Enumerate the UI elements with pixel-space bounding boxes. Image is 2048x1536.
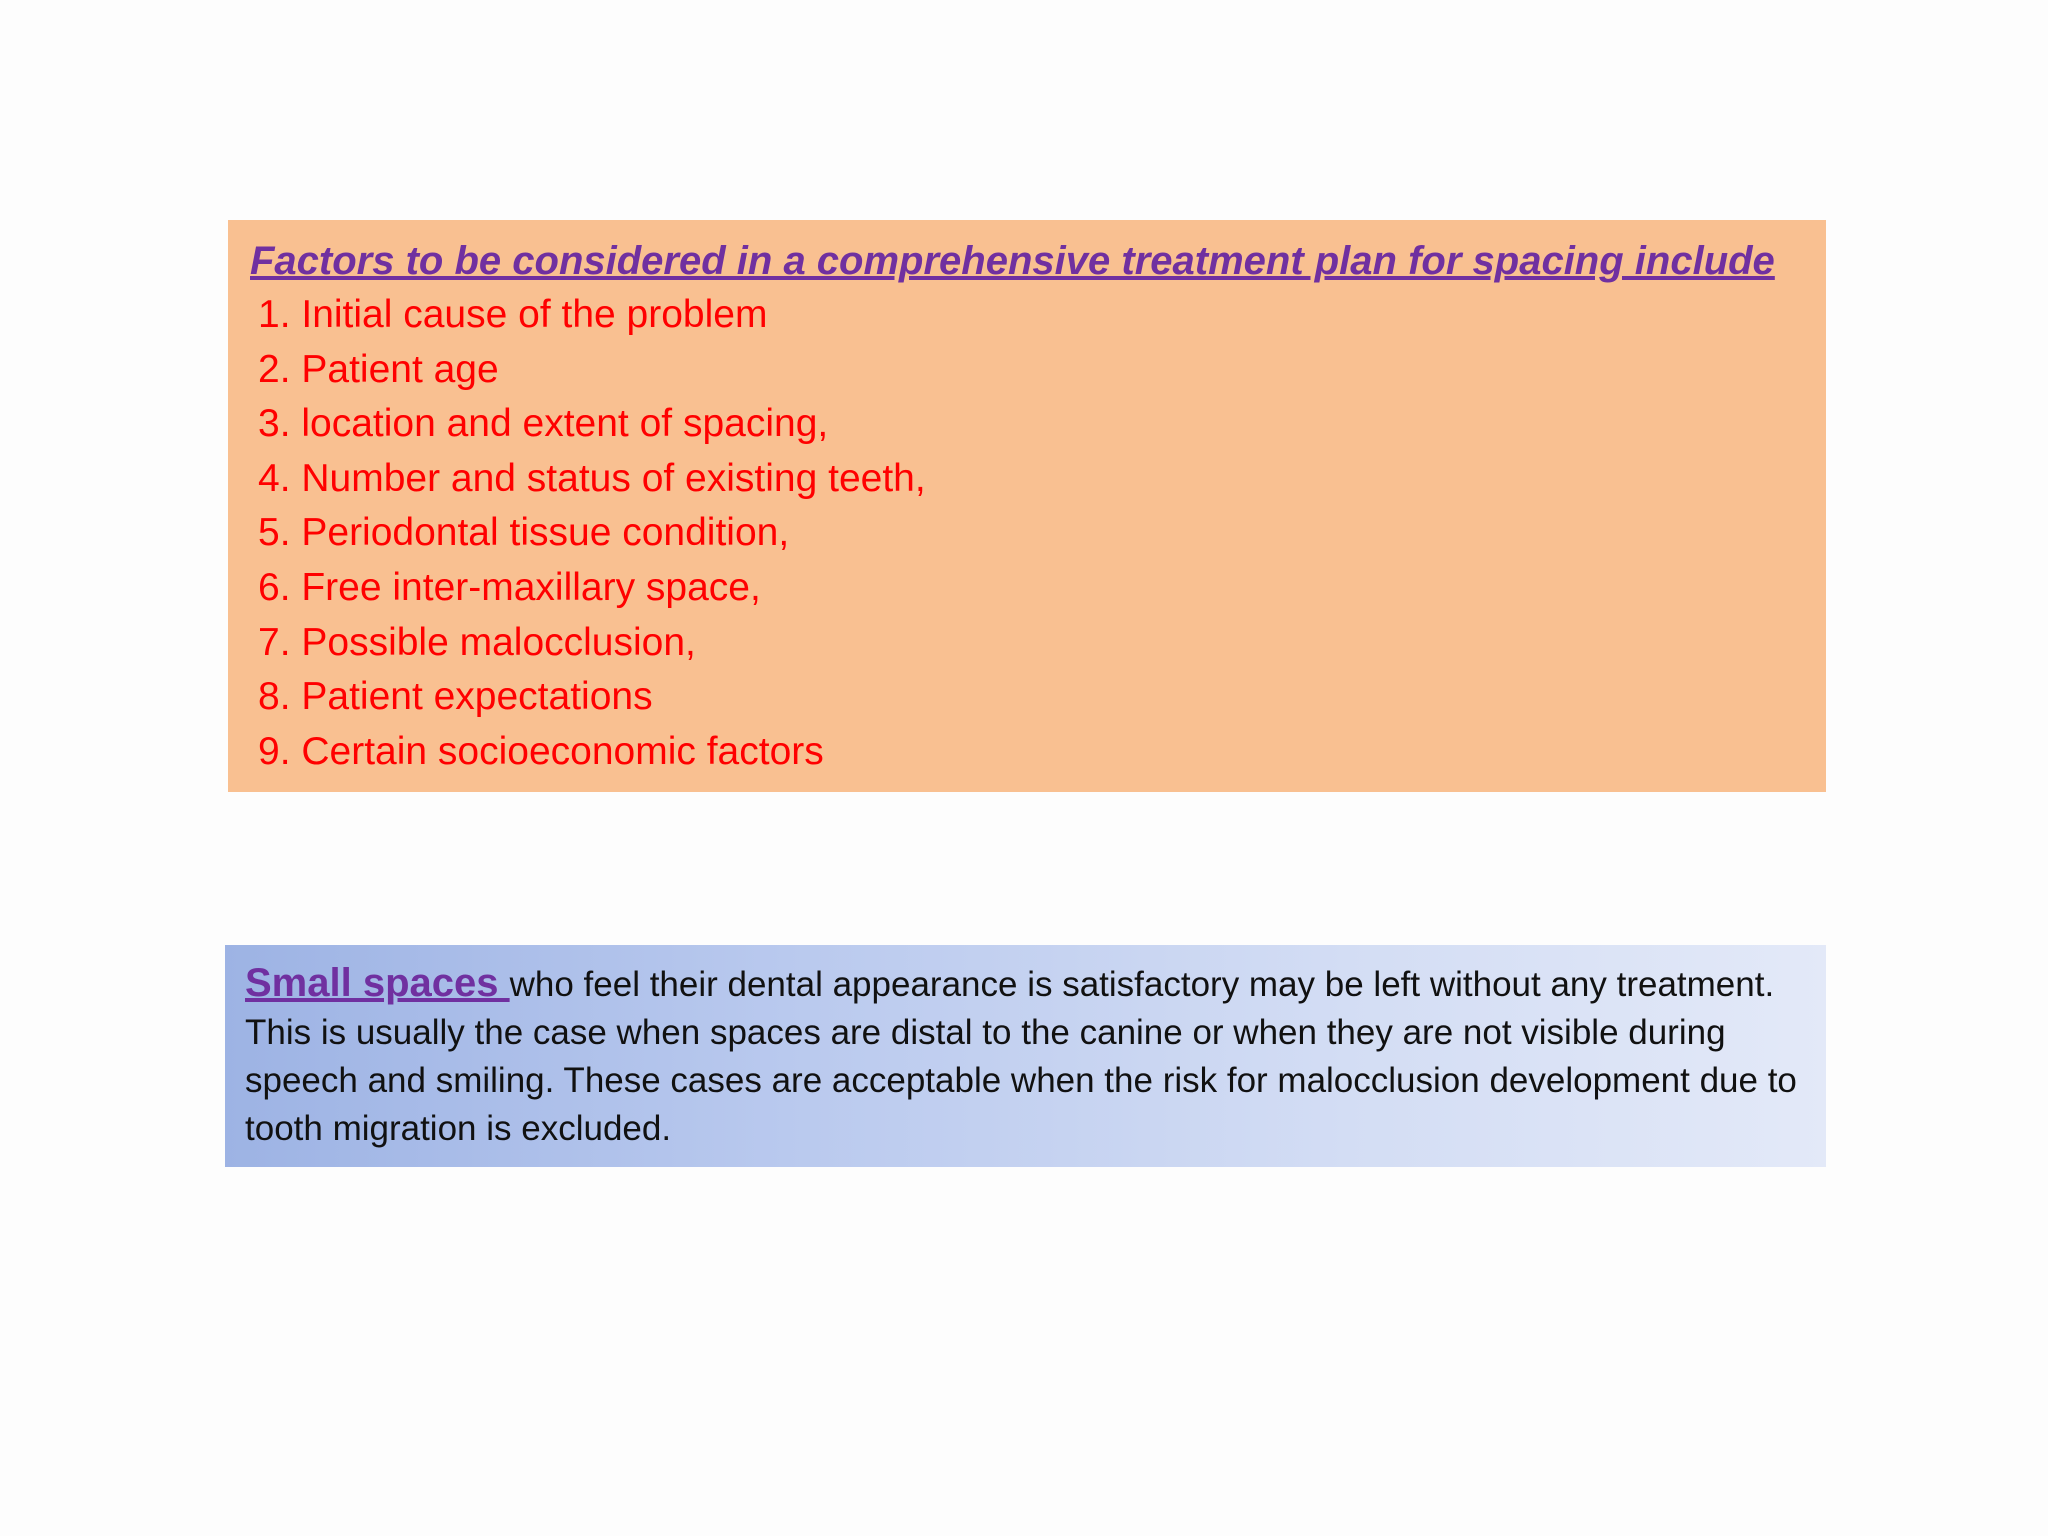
factors-title: Factors to be considered in a comprehensive treatment plan for spacing include (250, 239, 1775, 283)
factor-item: 1. Initial cause of the problem (258, 293, 768, 336)
factor-item: 6. Free inter-maxillary space, (258, 565, 761, 609)
factor-item: 5. Periodontal tissue condition, (258, 511, 790, 555)
factor-item: 8. Patient expectations (258, 675, 653, 719)
factors-box (228, 220, 1826, 792)
small-spaces-body: who feel their dental appearance is satisfactory may be left without any treatment. This is usually the case when spaces are distal to the canine or when they are not visible during speech and smiling. These cases are acceptable when the risk for malocclusion development due to tooth migration is excluded. (245, 965, 1797, 1148)
factor-item: 9. Certain socioeconomic factors (258, 729, 824, 773)
factor-item: 2. Patient age (258, 347, 499, 391)
small-spaces-label: Small spaces (245, 961, 510, 1005)
factors-list (250, 288, 1804, 779)
small-spaces-box (225, 945, 1826, 1167)
factor-item: 4. Number and status of existing teeth, (258, 456, 926, 500)
small-spaces-paragraph (245, 959, 1804, 1153)
factor-item: 3. location and extent of spacing, (258, 402, 829, 446)
factor-item: 7. Possible malocclusion, (258, 620, 696, 664)
